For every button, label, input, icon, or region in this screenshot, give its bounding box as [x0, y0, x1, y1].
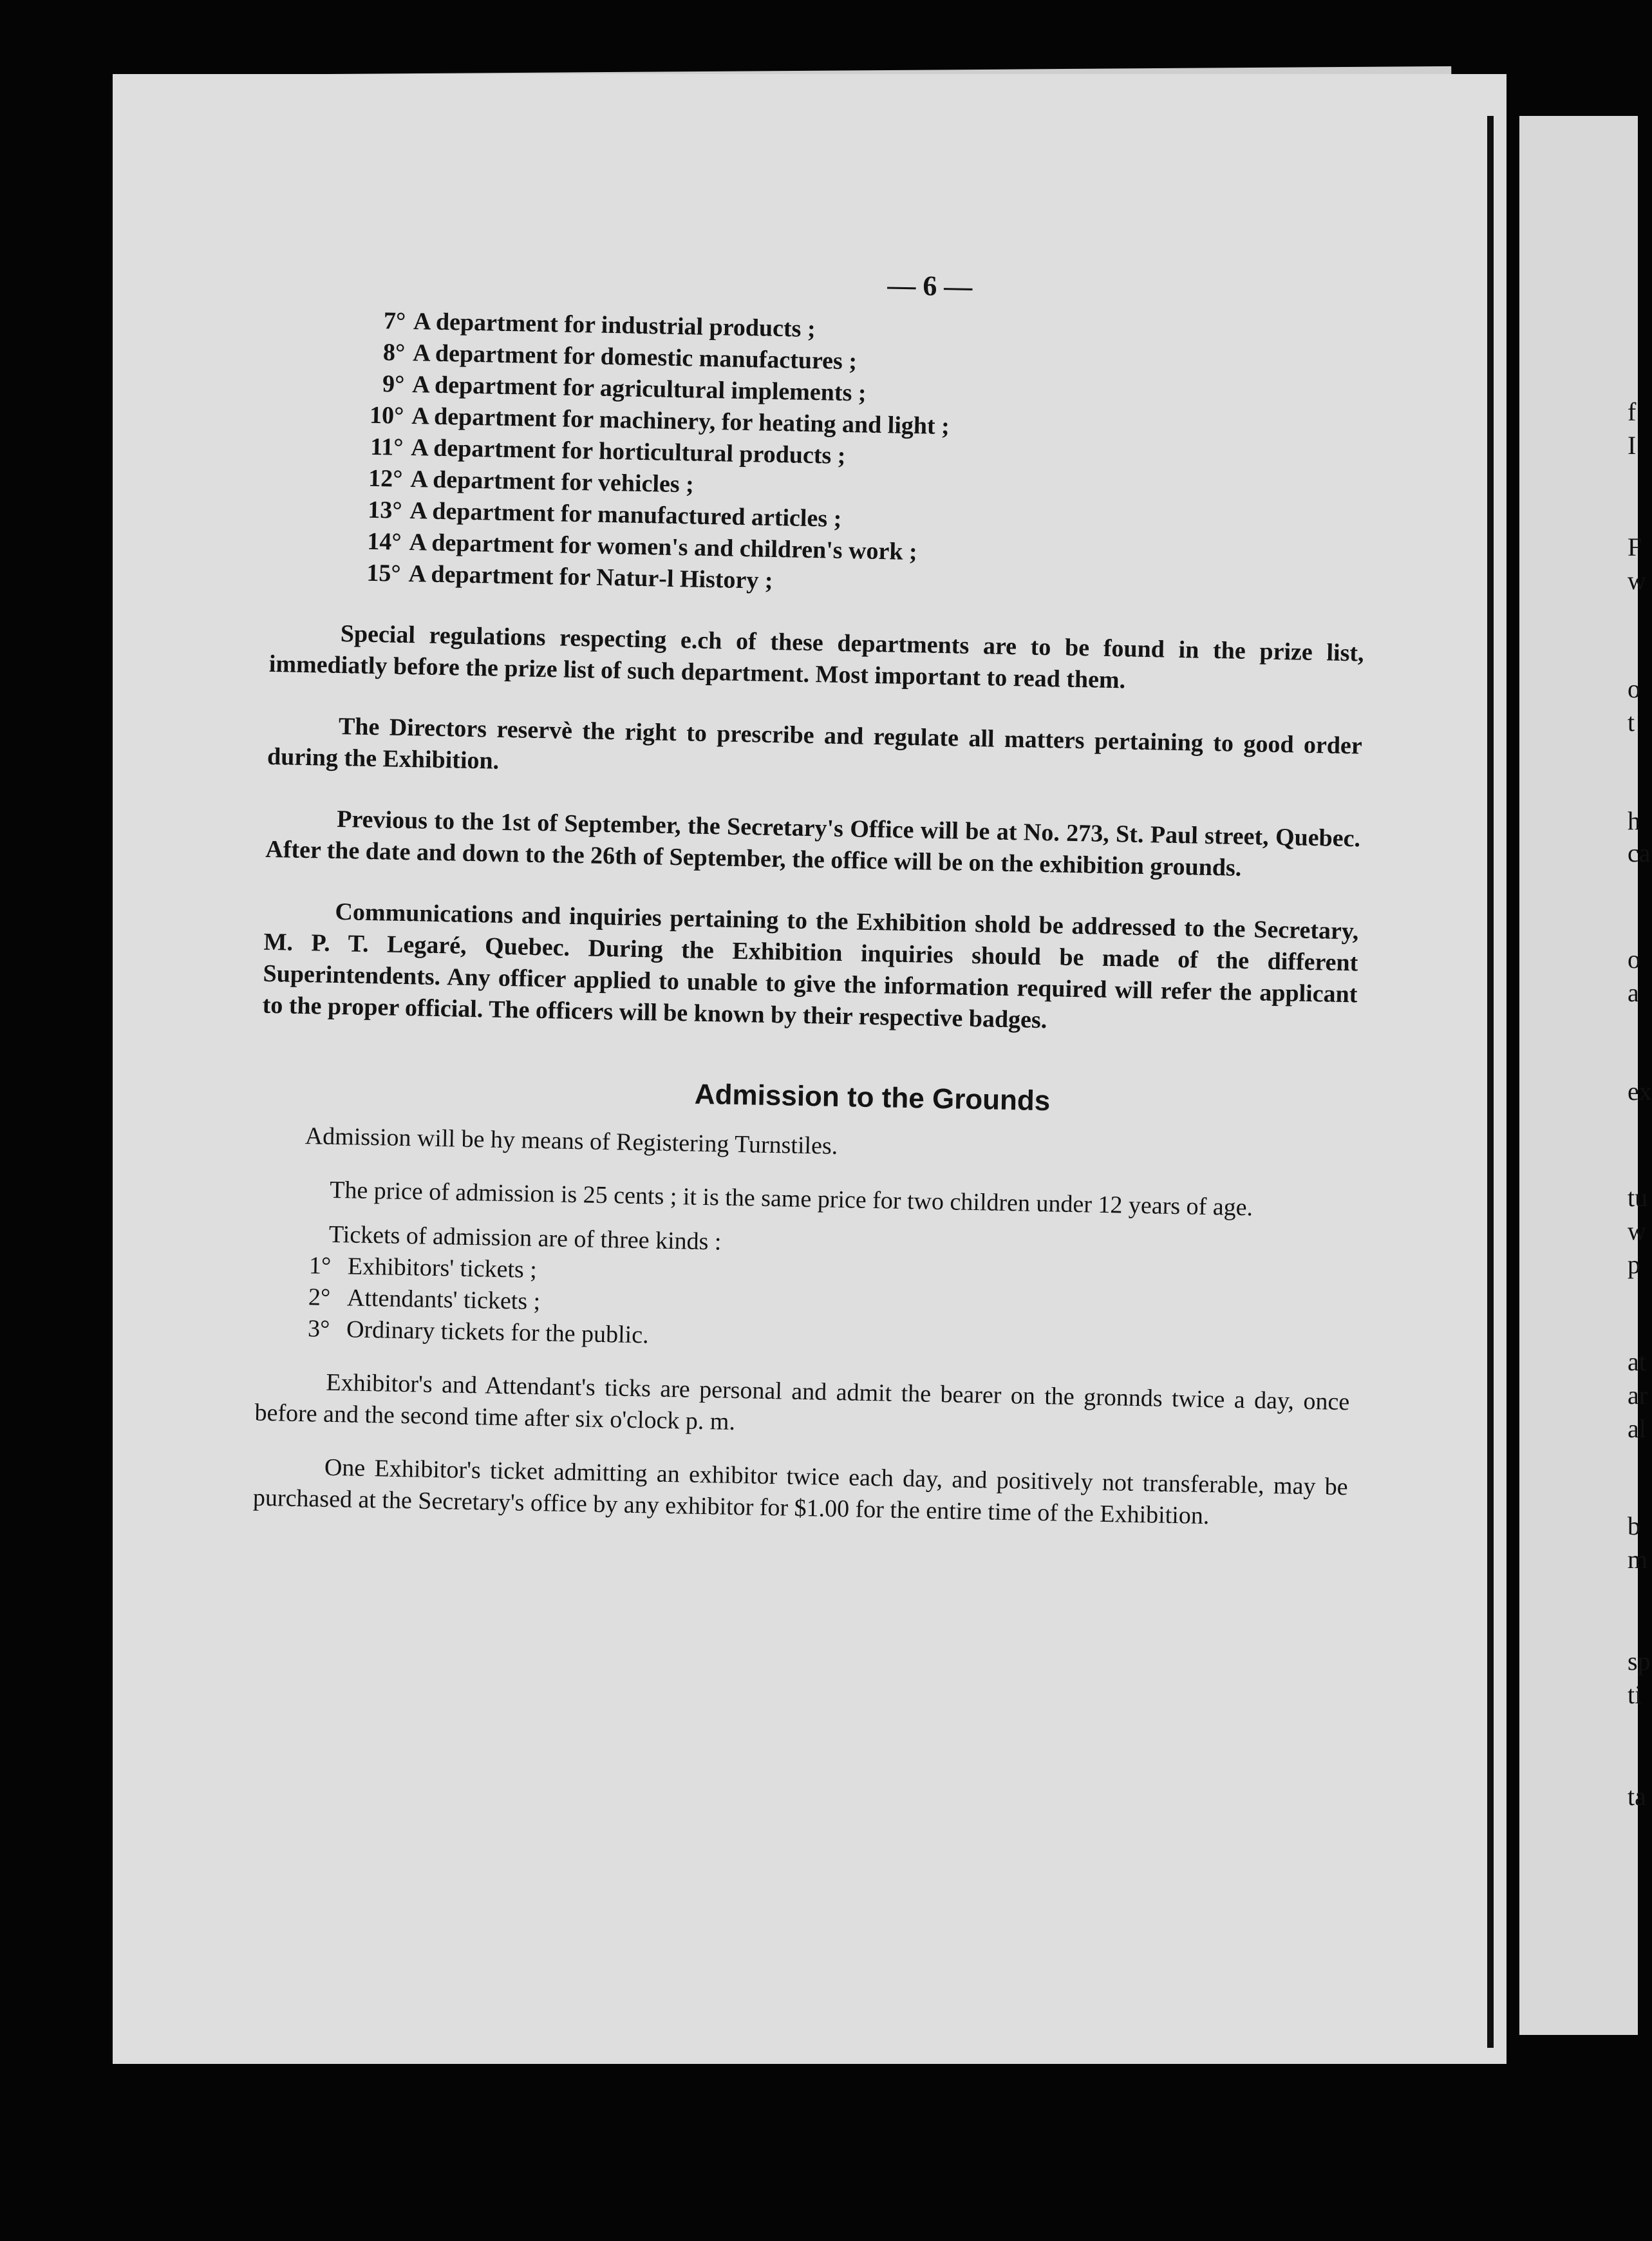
adjacent-page-fragment: m [1628, 1545, 1648, 1574]
exhibitor-ticket-paragraph: One Exhibitor's ticket admitting an exhibitor twice each day, and positively not transferable, may be purchased at the Secretary's office by any exhibitor for $1.00 for the entire time of the Exhibition. [252, 1453, 1349, 1530]
list-item: 12° A department for vehicles ; [368, 464, 695, 498]
adjacent-page [1519, 116, 1638, 2035]
personal-tickets-paragraph: Exhibitor's and Attendant's ticks are personal and admit the bearer on the gronnds twice a day, once before and the second time after six o'clock p. m. [254, 1368, 1350, 1435]
list-item: 7° A department for industrial products ; [383, 307, 816, 343]
list-item: 10° A department for machinery, for heating and light ; [369, 401, 950, 440]
list-item: 1° Exhibitors' tickets ; [308, 1252, 538, 1284]
adjacent-page-fragment: tu [1628, 1183, 1648, 1212]
list-item: 9° A department for agricultural implements ; [382, 370, 867, 407]
list-item: 3° Ordinary tickets for the public. [307, 1315, 649, 1349]
department-list [270, 303, 1370, 609]
adjacent-page-fragment: a [1628, 978, 1639, 1007]
adjacent-page-fragment: ti [1628, 1680, 1642, 1709]
page-content [253, 258, 1371, 1535]
adjacent-page-fragment: I [1628, 431, 1637, 460]
adjacent-page-fragment: ar [1628, 1381, 1648, 1410]
adjacent-page-fragment: p [1628, 1250, 1640, 1279]
ticket-kinds-list [256, 1249, 1353, 1365]
list-item: 2° Attendants' tickets ; [308, 1283, 541, 1316]
adjacent-page-fragment: at [1628, 1347, 1646, 1376]
adjacent-page-fragment: f [1628, 397, 1637, 426]
adjacent-page-fragment: ex [1628, 1077, 1652, 1106]
adjacent-page-fragment: w [1628, 1216, 1646, 1245]
regulations-paragraph: Special regulations respecting e.ch of these departments are to be found in the prize list, immediatly before the prize list of such department. Most important to read them. [268, 620, 1364, 694]
adjacent-page-fragment: ca [1628, 838, 1651, 867]
adjacent-page-fragment: b [1628, 1511, 1640, 1540]
office-location-paragraph: Previous to the 1st of September, the Secretary's Office will be at No. 273, St. Paul street, Quebec. After the date and down to the 26th of September, the office will be on the exhibition grounds. [265, 805, 1361, 882]
page-number: — 6 — [887, 269, 973, 303]
adjacent-page-fragment: w [1628, 566, 1646, 595]
adjacent-page-fragment: o [1628, 945, 1640, 974]
list-item: 8° A department for domestic manufactures ; [382, 339, 858, 375]
page-gutter-edge [1487, 116, 1494, 2048]
list-item: 14° A department for women's and children's work ; [366, 527, 918, 566]
price-paragraph: The price of admission is 25 cents ; it is the same price for two children under 12 years of age. [329, 1176, 1253, 1222]
turnstiles-text: Admission will be hy means of Registering Turnstiles. [305, 1122, 838, 1160]
list-item: 11° A department for horticultural products ; [370, 433, 846, 470]
adjacent-page-fragment: sp [1628, 1647, 1651, 1676]
list-item: 13° A department for manufactured articles ; [367, 496, 842, 533]
communications-paragraph: Communications and inquiries pertaining to the Exhibition shold be addressed to the Secretary, M. P. T. Legaré, Quebec. During the Exhibition inquiries should be made of the different Superintendents. Any officer applied to unable to give the information required will refer the applicant to the proper official. The officers will be known by their respective badges. [262, 898, 1359, 1034]
adjacent-page-fragment: F [1628, 533, 1642, 562]
list-item: 15° A department for Natur‑l History ; [366, 559, 773, 594]
adjacent-page-fragment: al [1628, 1414, 1646, 1443]
section-heading: Admission to the Grounds [694, 1078, 1051, 1117]
directors-paragraph: The Directors reservè the right to prescribe and regulate all matters pertaining to good order during the Exhibition. [267, 712, 1363, 775]
adjacent-page-fragment: ta [1628, 1782, 1646, 1811]
adjacent-page-fragment: t [1628, 708, 1635, 737]
adjacent-page-fragment: h [1628, 806, 1640, 835]
adjacent-page-fragment: o [1628, 674, 1640, 703]
tickets-intro: Tickets of admission are of three kinds : [328, 1220, 722, 1256]
